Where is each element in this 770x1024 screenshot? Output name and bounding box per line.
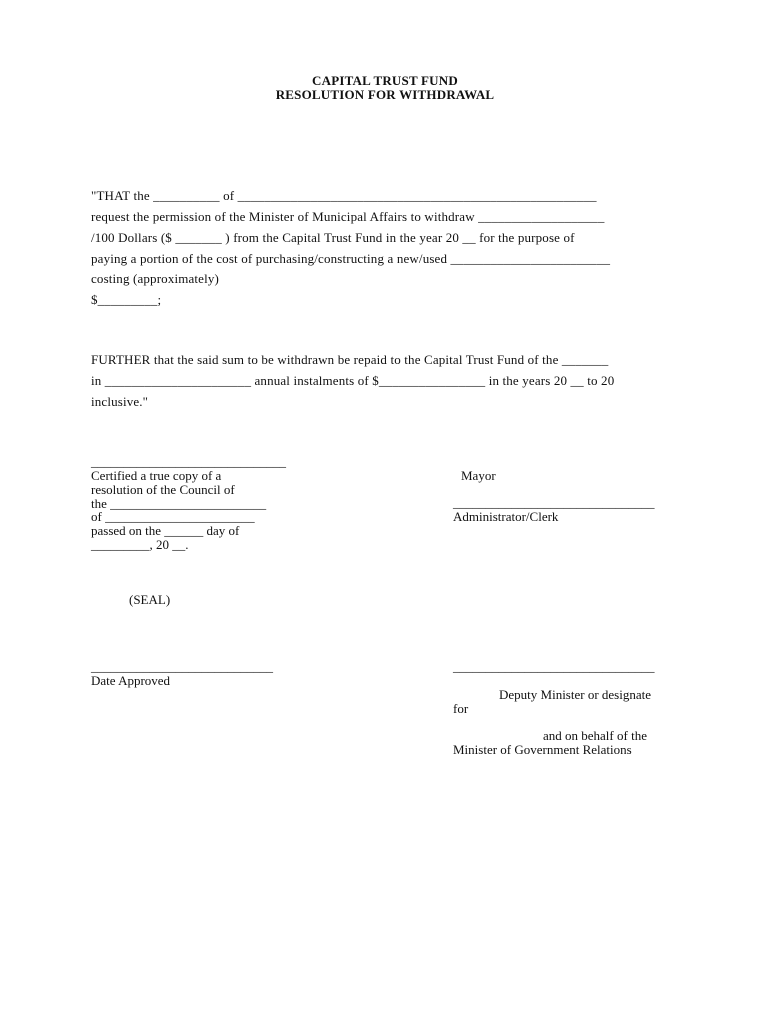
administrator-signature-rule: _______________________________ bbox=[453, 495, 655, 510]
certified-line: of _______________________ bbox=[91, 509, 255, 524]
certified-signature-rule: ______________________________ bbox=[91, 454, 286, 469]
deputy-minister-label: Deputy Minister or designate bbox=[499, 687, 651, 702]
date-approved-label: Date Approved bbox=[91, 673, 171, 688]
further-line: in ______________________ annual instalments of $________________ in the years 20 __ to 20 bbox=[91, 373, 615, 388]
certified-line: _________, 20 __. bbox=[91, 537, 189, 552]
mayor-label: Mayor bbox=[461, 468, 496, 483]
certified-line: resolution of the Council of bbox=[91, 482, 235, 497]
date-approved-rule: ____________________________ bbox=[91, 659, 273, 674]
certified-line: passed on the ______ day of bbox=[91, 523, 240, 538]
minister-title: Minister of Government Relations bbox=[453, 742, 632, 757]
document-title-line-2: RESOLUTION FOR WITHDRAWAL bbox=[275, 87, 495, 102]
resolution-line: costing (approximately) bbox=[91, 271, 219, 286]
seal-label: (SEAL) bbox=[129, 592, 171, 607]
further-line: inclusive." bbox=[91, 394, 149, 409]
deputy-minister-behalf: and on behalf of the bbox=[543, 728, 647, 743]
resolution-line: request the permission of the Minister of Municipal Affairs to withdraw ___________________ bbox=[91, 209, 605, 224]
administrator-label: Administrator/Clerk bbox=[453, 509, 559, 524]
resolution-line: "THAT the __________ of ______________________________________________________ bbox=[91, 188, 597, 203]
further-line: FURTHER that the said sum to be withdrawn be repaid to the Capital Trust Fund of the _______ bbox=[91, 352, 609, 367]
document-title-line-1: CAPITAL TRUST FUND bbox=[312, 73, 458, 88]
amount-blank-line: $_________; bbox=[91, 292, 162, 307]
deputy-minister-for: for bbox=[453, 701, 469, 716]
resolution-line: paying a portion of the cost of purchasing/constructing a new/used ________________________ bbox=[91, 251, 611, 266]
certified-line: Certified a true copy of a bbox=[91, 468, 222, 483]
resolution-line: /100 Dollars ($ _______ ) from the Capital Trust Fund in the year 20 __ for the purpose of bbox=[91, 230, 575, 245]
deputy-minister-rule: _______________________________ bbox=[453, 659, 655, 674]
certified-line: the ________________________ bbox=[91, 496, 267, 511]
